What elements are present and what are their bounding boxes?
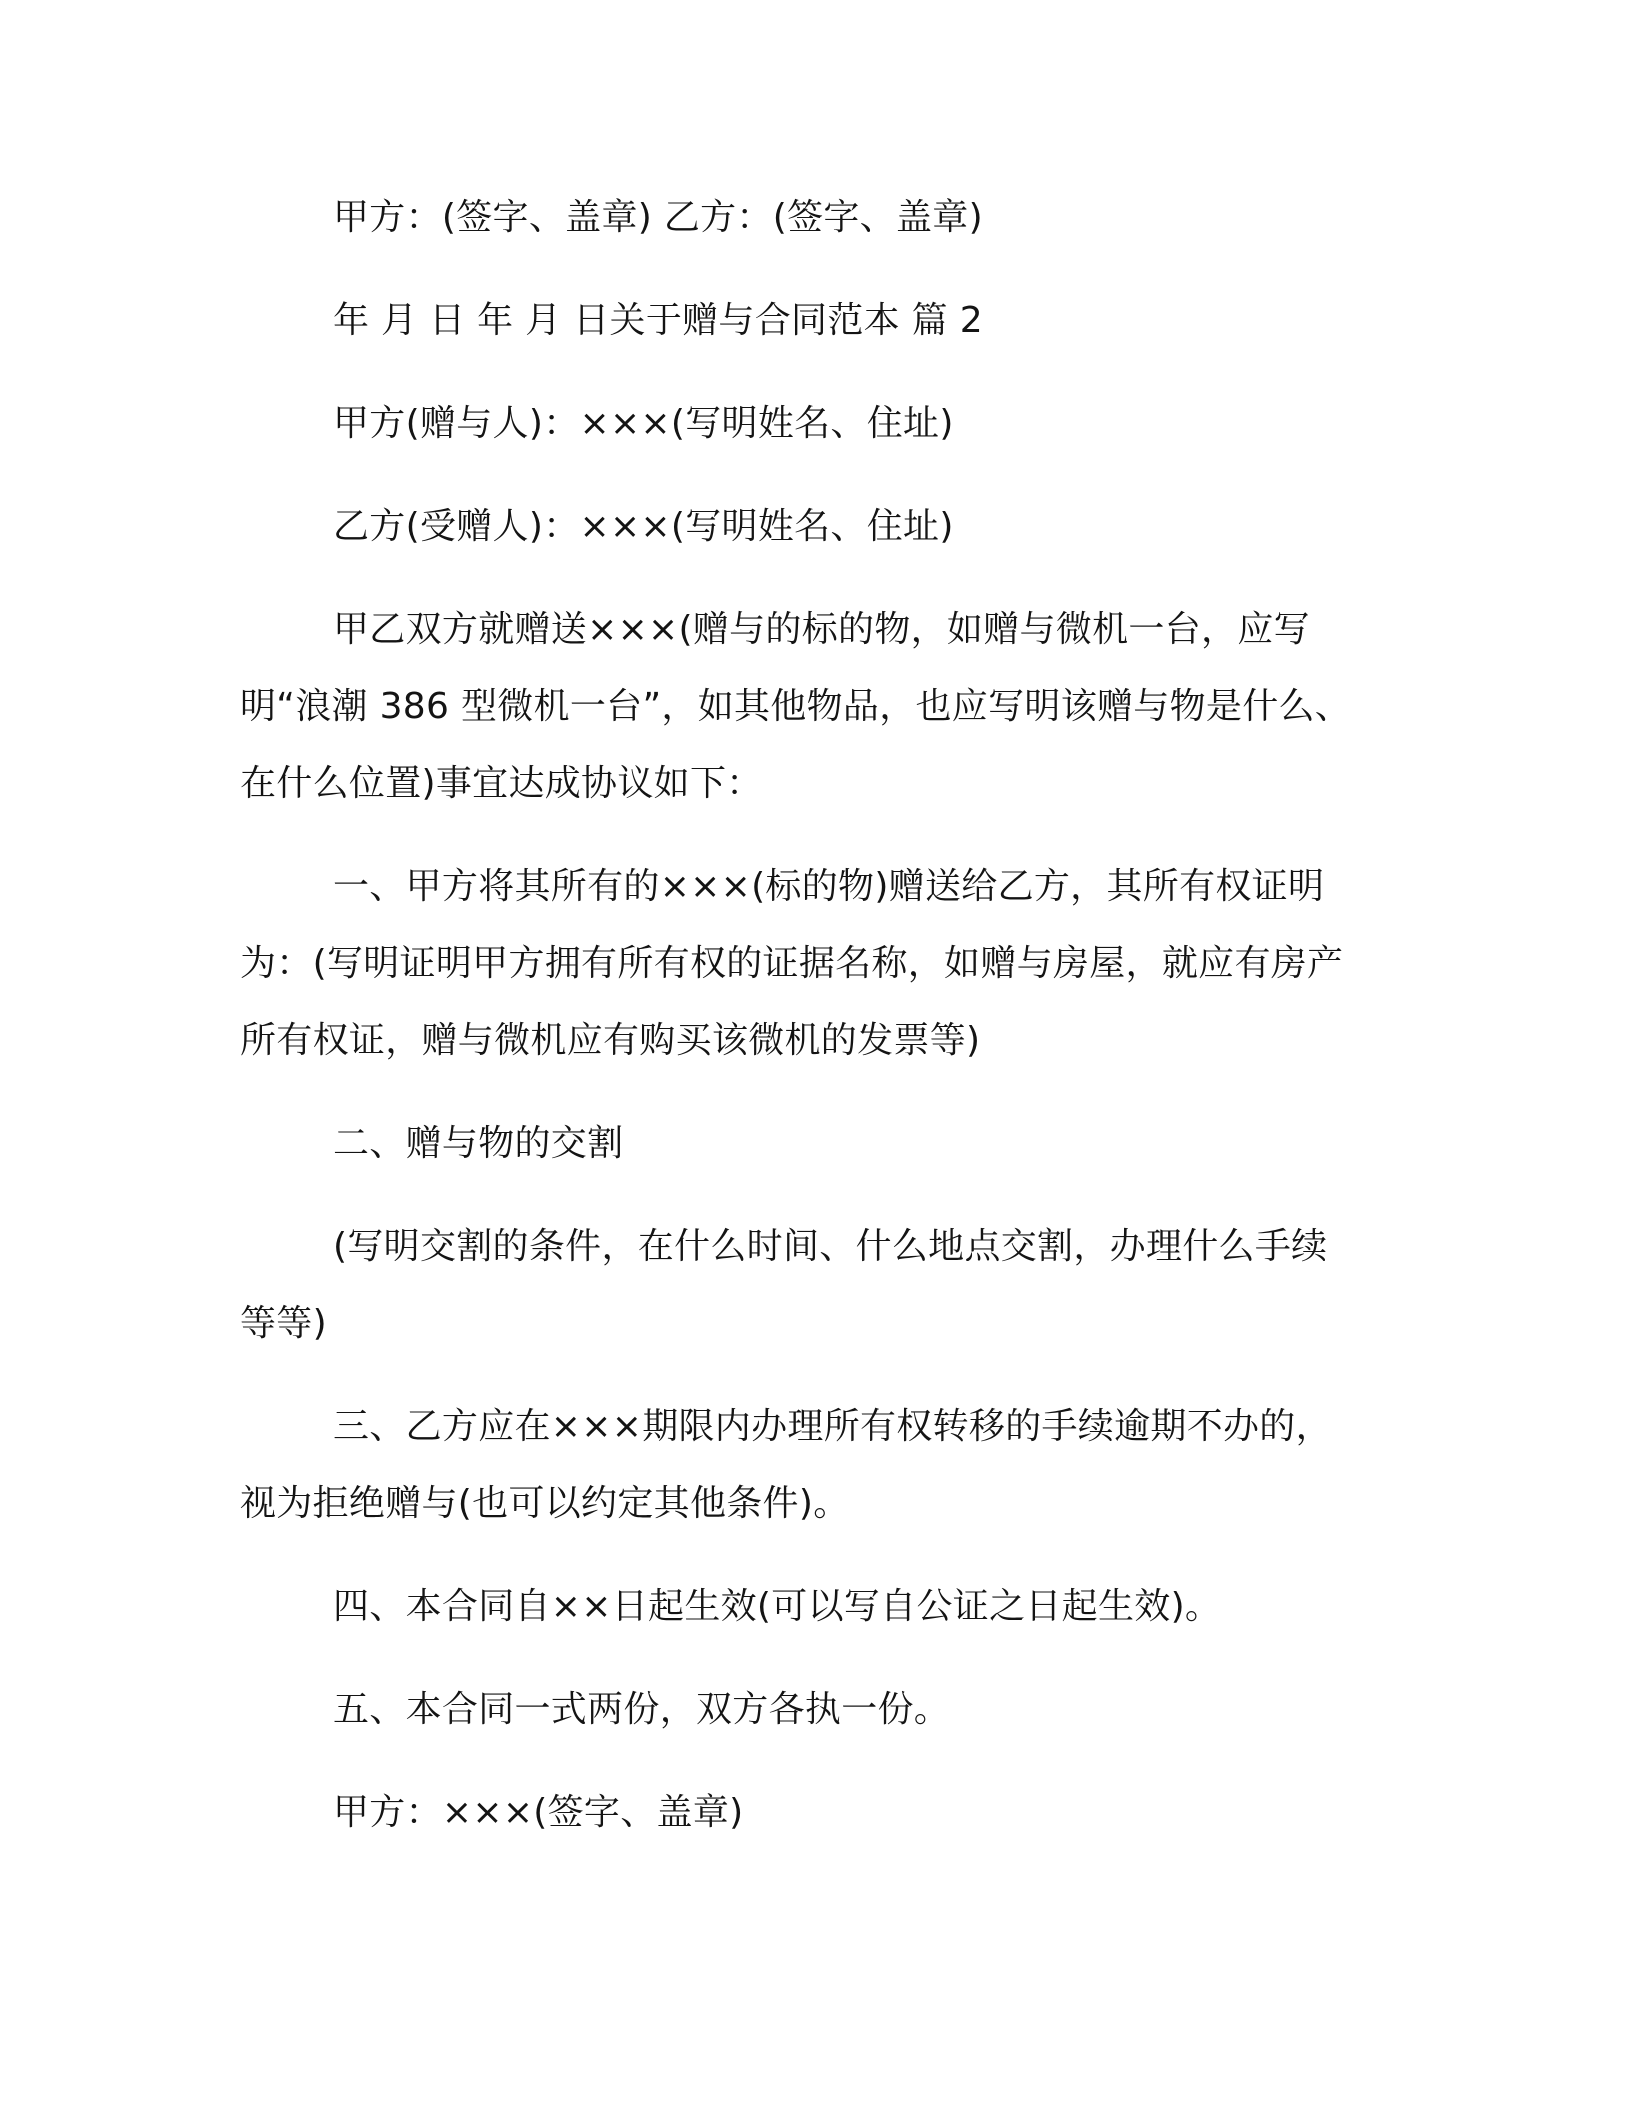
clause-2-heading: [240, 1105, 1440, 1182]
clause-5-paragraph: [240, 1671, 1440, 1748]
preamble-paragraph: [240, 591, 1440, 822]
party-a-signature-line: [240, 1774, 1440, 1851]
paragraph-line: 明“浪潮 386 型微机一台”，如其他物品，也应写明该赠与物是什么、: [240, 686, 1352, 727]
document-body: [240, 179, 1440, 1877]
paragraph-line: 二、赠与物的交割: [333, 1123, 624, 1164]
clause-4-paragraph: [240, 1568, 1440, 1645]
signature-line-both-parties: [240, 179, 1440, 256]
party-b-donee: [240, 488, 1440, 565]
paragraph-line: 年 月 日 年 月 日关于赠与合同范本 篇 2: [333, 300, 983, 341]
date-and-section-title: [240, 282, 1440, 359]
party-a-donor: [240, 385, 1440, 462]
paragraph-line: 乙方(受赠人)：×××(写明姓名、住址): [333, 506, 954, 547]
paragraph-line: 在什么位置)事宜达成协议如下：: [240, 763, 763, 804]
clause-3-paragraph: [240, 1388, 1440, 1542]
paragraph-line: 甲方：(签字、盖章) 乙方：(签字、盖章): [333, 197, 983, 238]
paragraph-line: 三、乙方应在×××期限内办理所有权转移的手续逾期不办的，: [333, 1406, 1332, 1447]
paragraph-line: (写明交割的条件，在什么时间、什么地点交割，办理什么手续: [333, 1226, 1328, 1267]
paragraph-line: 为：(写明证明甲方拥有所有权的证据名称，如赠与房屋，就应有房产: [240, 943, 1344, 984]
paragraph-line: 甲方：×××(签字、盖章): [333, 1792, 744, 1833]
paragraph-line: 甲方(赠与人)：×××(写明姓名、住址): [333, 403, 954, 444]
clause-1-paragraph: [240, 848, 1440, 1079]
paragraph-line: 五、本合同一式两份，双方各执一份。: [333, 1689, 951, 1730]
paragraph-line: 一、甲方将其所有的×××(标的物)赠送给乙方，其所有权证明: [333, 866, 1325, 907]
clause-2-detail-paragraph: [240, 1208, 1440, 1362]
paragraph-line: 所有权证，赠与微机应有购买该微机的发票等): [240, 1020, 981, 1061]
paragraph-line: 视为拒绝赠与(也可以约定其他条件)。: [240, 1483, 850, 1524]
paragraph-line: 等等): [240, 1303, 327, 1344]
paragraph-line: 四、本合同自××日起生效(可以写自公证之日起生效)。: [333, 1586, 1222, 1627]
paragraph-line: 甲乙双方就赠送×××(赠与的标的物，如赠与微机一台，应写: [333, 609, 1310, 650]
